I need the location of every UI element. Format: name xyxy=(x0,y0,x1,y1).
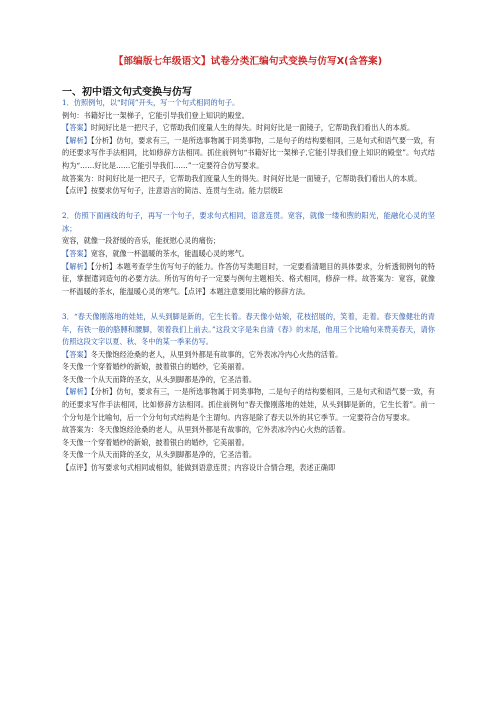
question-3-reply-line3: 冬天像一个从天而降的圣女，从头到脚都是净的，它圣洁着。 xyxy=(62,450,257,460)
document-body xyxy=(62,97,435,475)
question-3-answer-line2: 冬天像一个穿着婚纱的新娘，披着银白的婚纱，它美丽着。 xyxy=(62,362,249,372)
analysis-text: 【分析】仿句，要求有三，一是所选事物属于同类事物，二是句子的结构要相同，三是句式和语气要一致，有的还要求写作手法相同，比如修辞方法相同。抓住前例句“书籍好比一架梯子,它能引导我们登上知识的殿堂”。句式结构为“……好比是……它能引导我们……”一定要符合仿写要求。 xyxy=(62,135,435,170)
question-1-reply: 故答案为：时间好比是一把尺子，它帮助我们度量人生的得失。时间好比是一面镜子，它帮助我们看出人的本质。 xyxy=(62,173,422,183)
question-1-comment: 【点评】按要求仿写句子，注意语言的简洁、连贯与生动。能力层级E xyxy=(62,186,283,196)
page-title: 【部编版七年级语文】试卷分类汇编句式变换与仿写X(含答案) xyxy=(113,56,383,67)
answer-text: 宽容，就像一杯温暖的茶水，能温暖心灵的寒气。 xyxy=(90,249,249,259)
question-2-stem: 2．仿照下面画线的句子，再写一个句子，要求句式相同，语意连贯。宽容，就像一缕和煦的阳光，能融化心灵的坚冰； xyxy=(62,211,435,233)
analysis-text: 【分析】本题考查学生仿写句子的能力。作答仿写类题目时，一定要看清题目的具体要求，分析透彻例句的特征，掌握遣词造句的必要方法。所仿写的句子一定要与例句主题相关、格式相同，修辞一样。故答案为：宽容，就像一杯温暖的茶水，能温暖心灵的寒气。【点评】本题注意要用比喻的修辞方法。 xyxy=(62,261,435,296)
question-3-reply: 故答案为：冬天像饱经沧桑的老人，从里到外都是有故事的，它外表冰冷内心火热的活着。 xyxy=(62,425,350,435)
question-3-stem: 3．“春天像刚落地的娃娃，从头到脚是新的，它生长着。春天像小姑娘，花枝招展的，笑着，走着。春天像健壮的青年，有铁一般的胳膊和腰脚，领着我们上前去。”这段文字是朱自清《春》的末尾，他用三个比喻句来赞美春天，请你仿照这段文字以夏、秋、冬中的某一季来仿写。 xyxy=(62,311,435,347)
question-1-stem: 1．仿照例句，以“时间”开头，写一个句式相同的句子。 xyxy=(62,98,240,107)
question-3-reply-line2: 冬天像一个穿着婚纱的新娘，披着银白的婚纱，它美丽着。 xyxy=(62,437,249,447)
analysis-tag: 【解析】 xyxy=(62,135,91,145)
analysis-text: 【分析】仿句，要求有三，一是所选事物属于同类事物，二是句子的结构要相同，三是句式和语气要一致，有的还要求写作手法相同，比如修辞方法相同。抓住前例句“春天像刚落地的娃娃，从头到脚是新的，它生长着”。前一个分句是个比喻句，后一个分句句式结构是个主谓句。内容是除了春天以外的其它季节。一定要符合仿写要求。 xyxy=(62,387,435,422)
section-heading: 一、初中语文句式变换与仿写 xyxy=(62,87,192,98)
question-1-analysis xyxy=(62,135,435,173)
answer-tag: 【答案】 xyxy=(62,249,91,259)
answer-tag: 【答案】 xyxy=(62,123,91,133)
answer-text: 时间好比是一把尺子，它帮助我们度量人生的得失。时间好比是一面镜子，它帮助我们看出人的本质。 xyxy=(90,123,415,133)
question-3-answer-line3: 冬天像一个从天而降的圣女，从头到脚都是净的，它圣洁着。 xyxy=(62,374,257,384)
question-2-analysis xyxy=(62,261,435,299)
question-3-analysis xyxy=(62,386,435,424)
question-2-line2: 宽容，就像一段舒缓的音乐，能抚慰心灵的痛伤； xyxy=(62,236,221,246)
answer-tag: 【答案】 xyxy=(62,349,91,359)
question-3-comment: 【点评】仿写要求句式相同或相似，能做到语意连贯；内容设计合情合理，表述正确即 xyxy=(62,463,336,473)
question-3-answer xyxy=(62,349,435,362)
question-2-answer xyxy=(62,248,435,261)
answer-text: 冬天像饱经沧桑的老人，从里到外都是有故事的，它外表冰冷内心火热的活着。 xyxy=(90,349,343,359)
question-1-example: 例句：书籍好比一架梯子，它能引导我们登上知识的殿堂。 xyxy=(62,110,249,120)
question-1-answer xyxy=(62,122,435,135)
analysis-tag: 【解析】 xyxy=(62,261,91,271)
analysis-tag: 【解析】 xyxy=(62,387,91,397)
